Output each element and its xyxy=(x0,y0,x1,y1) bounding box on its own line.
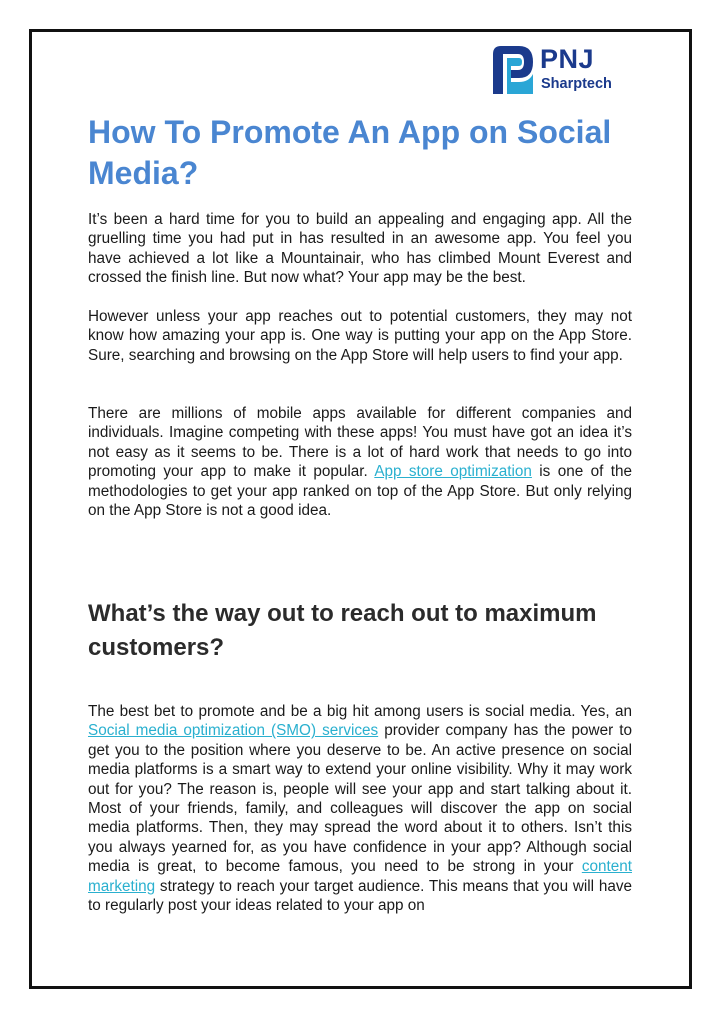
logo-subtitle: Sharptech xyxy=(541,76,612,92)
paragraph-app-store: However unless your app reaches out to potential customers, they may not know how amazing your app is. One way is putting your app on the App Store. Sure, searching and browsing on the App Store will help users to find your app. xyxy=(88,308,632,364)
smo-services-link[interactable]: Social media optimization (SMO) services xyxy=(88,722,379,740)
section-heading: What’s the way out to reach out to maximum customers? xyxy=(88,600,597,661)
page-title: How To Promote An App on Social Media? xyxy=(88,114,612,191)
logo-name: PNJ xyxy=(540,44,595,74)
paragraph-competition xyxy=(88,404,632,520)
company-logo xyxy=(489,44,629,96)
paragraph-text: There are millions of mobile apps available for different companies and individuals. Imagine competing with these apps! You must have got an idea it’s not easy as it seems to be. There is a lot of hard work that needs to go into promoting your app to make it popular. xyxy=(88,405,632,481)
app-store-optimization-link[interactable]: App store optimization xyxy=(374,463,532,481)
pnj-logo-icon xyxy=(489,44,535,96)
paragraph-intro: It’s been a hard time for you to build an appealing and engaging app. All the gruelling time you had put in has resulted in an awesome app. You feel you have achieved a lot like a Mountainair, who has climbed Mount Everest and crossed the finish line. But now what? Your app may be the best. xyxy=(88,211,632,287)
paragraph-text: is one of the methodologies to get your app ranked on top of the App Store. But only relying on the App Store is not a good idea. xyxy=(88,463,632,520)
paragraph-social-media xyxy=(88,702,632,915)
paragraph-text: strategy to reach your target audience. This means that you will have to regularly post your ideas related to your app on xyxy=(88,877,632,915)
content-marketing-link[interactable]: content marketing xyxy=(88,858,632,895)
paragraph-text: The best bet to promote and be a big hit among users is social media. Yes, an xyxy=(88,703,632,720)
paragraph-text: provider company has the power to get you to the position where you deserve to be. An active presence on social media platforms is a smart way to extend your online visibility. Why it may work out for you? The reason is, people will see your app and start talking about it. Most of your friends, family, and colleagues will discover the app on social media platforms. Then, they may spread the word about it to others. Isn’t this you always yearned for, as you have confidence in your app? Although social media is great, to become famous, you need to be strong in your xyxy=(88,722,632,876)
